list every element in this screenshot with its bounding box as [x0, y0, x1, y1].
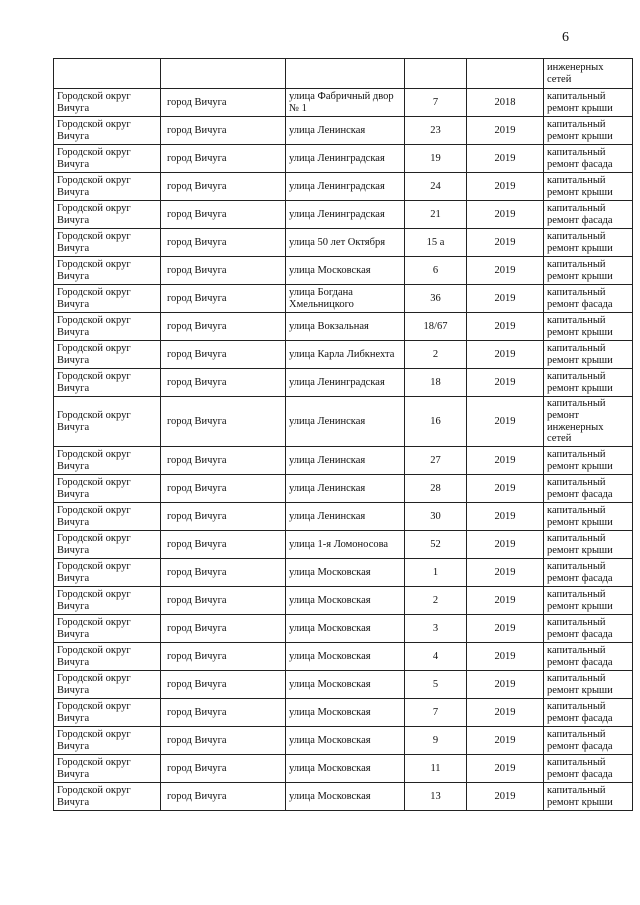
table-row: [54, 285, 633, 313]
cell-house: 2: [405, 341, 467, 369]
cell-street: [286, 59, 405, 89]
cell-year: 2019: [467, 727, 544, 755]
table-row: [54, 587, 633, 615]
table-row: [54, 173, 633, 201]
table-row: [54, 145, 633, 173]
cell-work: инженерных сетей: [544, 59, 633, 89]
cell-city: город Вичуга: [161, 671, 286, 699]
cell-house: 6: [405, 257, 467, 285]
cell-work: капитальный ремонт фасада: [544, 475, 633, 503]
cell-area: [54, 59, 161, 89]
cell-house: 7: [405, 89, 467, 117]
cell-area: Городской округ Вичуга: [54, 89, 161, 117]
cell-work: капитальный ремонт крыши: [544, 341, 633, 369]
cell-work: капитальный ремонт фасада: [544, 559, 633, 587]
cell-city: город Вичуга: [161, 117, 286, 145]
table-row: [54, 397, 633, 447]
cell-year: 2019: [467, 475, 544, 503]
cell-work: капитальный ремонт крыши: [544, 503, 633, 531]
table-row: [54, 643, 633, 671]
cell-house: 27: [405, 447, 467, 475]
cell-street: улица 50 лет Октября: [286, 229, 405, 257]
cell-street: улица Московская: [286, 587, 405, 615]
table-row: [54, 369, 633, 397]
cell-city: город Вичуга: [161, 783, 286, 811]
cell-area: Городской округ Вичуга: [54, 201, 161, 229]
cell-house: 21: [405, 201, 467, 229]
cell-work: капитальный ремонт крыши: [544, 117, 633, 145]
cell-year: 2019: [467, 615, 544, 643]
table-row: [54, 89, 633, 117]
cell-house: 5: [405, 671, 467, 699]
cell-street: улица Ленинградская: [286, 369, 405, 397]
table-row: [54, 531, 633, 559]
table-row-continuation: [54, 59, 633, 89]
cell-city: город Вичуга: [161, 503, 286, 531]
cell-work: капитальный ремонт крыши: [544, 313, 633, 341]
cell-city: город Вичуга: [161, 559, 286, 587]
cell-year: 2019: [467, 447, 544, 475]
cell-area: Городской округ Вичуга: [54, 643, 161, 671]
cell-area: Городской округ Вичуга: [54, 145, 161, 173]
cell-area: Городской округ Вичуга: [54, 783, 161, 811]
cell-city: город Вичуга: [161, 145, 286, 173]
cell-house: 19: [405, 145, 467, 173]
cell-area: Городской округ Вичуга: [54, 503, 161, 531]
table-row: [54, 229, 633, 257]
cell-area: Городской округ Вичуга: [54, 727, 161, 755]
cell-street: улица 1-я Ломоносова: [286, 531, 405, 559]
cell-year: 2019: [467, 313, 544, 341]
cell-city: город Вичуга: [161, 447, 286, 475]
table-row: [54, 475, 633, 503]
table-row: [54, 257, 633, 285]
cell-house: 24: [405, 173, 467, 201]
cell-year: 2019: [467, 397, 544, 447]
cell-city: город Вичуга: [161, 369, 286, 397]
cell-city: город Вичуга: [161, 89, 286, 117]
cell-work: капитальный ремонт крыши: [544, 257, 633, 285]
cell-work: капитальный ремонт крыши: [544, 369, 633, 397]
table-row: [54, 117, 633, 145]
cell-street: улица Московская: [286, 615, 405, 643]
cell-house: 18/67: [405, 313, 467, 341]
table-row: [54, 341, 633, 369]
cell-house: 30: [405, 503, 467, 531]
cell-house: 16: [405, 397, 467, 447]
cell-work: капитальный ремонт фасада: [544, 201, 633, 229]
table-row: [54, 671, 633, 699]
cell-house: 13: [405, 783, 467, 811]
table-row: [54, 201, 633, 229]
cell-area: Городской округ Вичуга: [54, 117, 161, 145]
cell-house: 3: [405, 615, 467, 643]
cell-street: улица Карла Либкнехта: [286, 341, 405, 369]
cell-street: улица Московская: [286, 559, 405, 587]
cell-street: улица Ленинская: [286, 397, 405, 447]
cell-city: город Вичуга: [161, 397, 286, 447]
cell-city: город Вичуга: [161, 229, 286, 257]
table-row: [54, 503, 633, 531]
cell-city: город Вичуга: [161, 341, 286, 369]
cell-city: город Вичуга: [161, 755, 286, 783]
table-row: [54, 699, 633, 727]
cell-house: 7: [405, 699, 467, 727]
cell-year: 2019: [467, 503, 544, 531]
cell-work: капитальный ремонт фасада: [544, 643, 633, 671]
cell-street: улица Московская: [286, 783, 405, 811]
cell-city: город Вичуга: [161, 587, 286, 615]
cell-area: Городской округ Вичуга: [54, 285, 161, 313]
repair-schedule-table: [53, 58, 633, 811]
cell-house: 15 а: [405, 229, 467, 257]
cell-house: 28: [405, 475, 467, 503]
cell-year: 2019: [467, 643, 544, 671]
cell-work: капитальный ремонт фасада: [544, 285, 633, 313]
cell-street: улица Ленинская: [286, 117, 405, 145]
table-body: [54, 59, 633, 811]
cell-year: 2019: [467, 369, 544, 397]
cell-street: улица Фабричный двор № 1: [286, 89, 405, 117]
cell-year: 2019: [467, 201, 544, 229]
cell-city: [161, 59, 286, 89]
cell-street: улица Ленинская: [286, 447, 405, 475]
cell-city: город Вичуга: [161, 313, 286, 341]
cell-street: улица Богдана Хмельницкого: [286, 285, 405, 313]
cell-area: Городской округ Вичуга: [54, 369, 161, 397]
cell-work: капитальный ремонт фасада: [544, 727, 633, 755]
cell-work: капитальный ремонт крыши: [544, 587, 633, 615]
cell-year: 2019: [467, 117, 544, 145]
cell-city: город Вичуга: [161, 285, 286, 313]
cell-house: 1: [405, 559, 467, 587]
cell-street: улица Ленинградская: [286, 145, 405, 173]
cell-area: Городской округ Вичуга: [54, 229, 161, 257]
cell-area: Городской округ Вичуга: [54, 755, 161, 783]
cell-area: Городской округ Вичуга: [54, 615, 161, 643]
cell-street: улица Ленинская: [286, 503, 405, 531]
cell-work: капитальный ремонт крыши: [544, 173, 633, 201]
cell-area: Городской округ Вичуга: [54, 173, 161, 201]
cell-street: улица Ленинградская: [286, 201, 405, 229]
cell-city: город Вичуга: [161, 257, 286, 285]
table-row: [54, 727, 633, 755]
cell-city: город Вичуга: [161, 475, 286, 503]
cell-year: 2018: [467, 89, 544, 117]
cell-house: 2: [405, 587, 467, 615]
cell-house: 18: [405, 369, 467, 397]
cell-street: улица Московская: [286, 727, 405, 755]
cell-area: Городской округ Вичуга: [54, 531, 161, 559]
cell-year: 2019: [467, 229, 544, 257]
cell-house: 9: [405, 727, 467, 755]
cell-year: 2019: [467, 699, 544, 727]
cell-house: 4: [405, 643, 467, 671]
table-row: [54, 755, 633, 783]
cell-year: 2019: [467, 145, 544, 173]
cell-year: 2019: [467, 173, 544, 201]
cell-year: 2019: [467, 587, 544, 615]
cell-year: 2019: [467, 531, 544, 559]
cell-street: улица Московская: [286, 671, 405, 699]
table-row: [54, 615, 633, 643]
cell-city: город Вичуга: [161, 173, 286, 201]
cell-street: улица Ленинградская: [286, 173, 405, 201]
cell-year: 2019: [467, 285, 544, 313]
cell-work: капитальный ремонт крыши: [544, 783, 633, 811]
cell-year: [467, 59, 544, 89]
cell-area: Городской округ Вичуга: [54, 341, 161, 369]
cell-year: 2019: [467, 341, 544, 369]
cell-house: 11: [405, 755, 467, 783]
cell-work: капитальный ремонт фасада: [544, 145, 633, 173]
table-row: [54, 783, 633, 811]
cell-city: город Вичуга: [161, 643, 286, 671]
cell-work: капитальный ремонт крыши: [544, 531, 633, 559]
cell-year: 2019: [467, 671, 544, 699]
cell-work: капитальный ремонт крыши: [544, 89, 633, 117]
cell-year: 2019: [467, 257, 544, 285]
cell-city: город Вичуга: [161, 727, 286, 755]
cell-house: 23: [405, 117, 467, 145]
cell-city: город Вичуга: [161, 615, 286, 643]
cell-street: улица Московская: [286, 257, 405, 285]
cell-area: Городской округ Вичуга: [54, 475, 161, 503]
cell-work: капитальный ремонт крыши: [544, 229, 633, 257]
cell-street: улица Вокзальная: [286, 313, 405, 341]
cell-area: Городской округ Вичуга: [54, 587, 161, 615]
cell-street: улица Московская: [286, 755, 405, 783]
cell-house: 52: [405, 531, 467, 559]
cell-area: Городской округ Вичуга: [54, 257, 161, 285]
cell-work: капитальный ремонт крыши: [544, 671, 633, 699]
cell-area: Городской округ Вичуга: [54, 313, 161, 341]
table-row: [54, 447, 633, 475]
cell-work: капитальный ремонт крыши: [544, 447, 633, 475]
cell-work: капитальный ремонт фасада: [544, 699, 633, 727]
cell-area: Городской округ Вичуга: [54, 671, 161, 699]
cell-street: улица Ленинская: [286, 475, 405, 503]
cell-area: Городской округ Вичуга: [54, 397, 161, 447]
cell-area: Городской округ Вичуга: [54, 699, 161, 727]
cell-house: [405, 59, 467, 89]
page-number: 6: [562, 30, 569, 45]
table-row: [54, 559, 633, 587]
cell-city: город Вичуга: [161, 699, 286, 727]
cell-year: 2019: [467, 755, 544, 783]
cell-work: капитальный ремонт инженерных сетей: [544, 397, 633, 447]
table-row: [54, 313, 633, 341]
cell-street: улица Московская: [286, 643, 405, 671]
cell-area: Городской округ Вичуга: [54, 447, 161, 475]
cell-year: 2019: [467, 559, 544, 587]
cell-year: 2019: [467, 783, 544, 811]
cell-city: город Вичуга: [161, 201, 286, 229]
cell-work: капитальный ремонт фасада: [544, 755, 633, 783]
cell-street: улица Московская: [286, 699, 405, 727]
cell-work: капитальный ремонт фасада: [544, 615, 633, 643]
cell-area: Городской округ Вичуга: [54, 559, 161, 587]
cell-house: 36: [405, 285, 467, 313]
cell-city: город Вичуга: [161, 531, 286, 559]
